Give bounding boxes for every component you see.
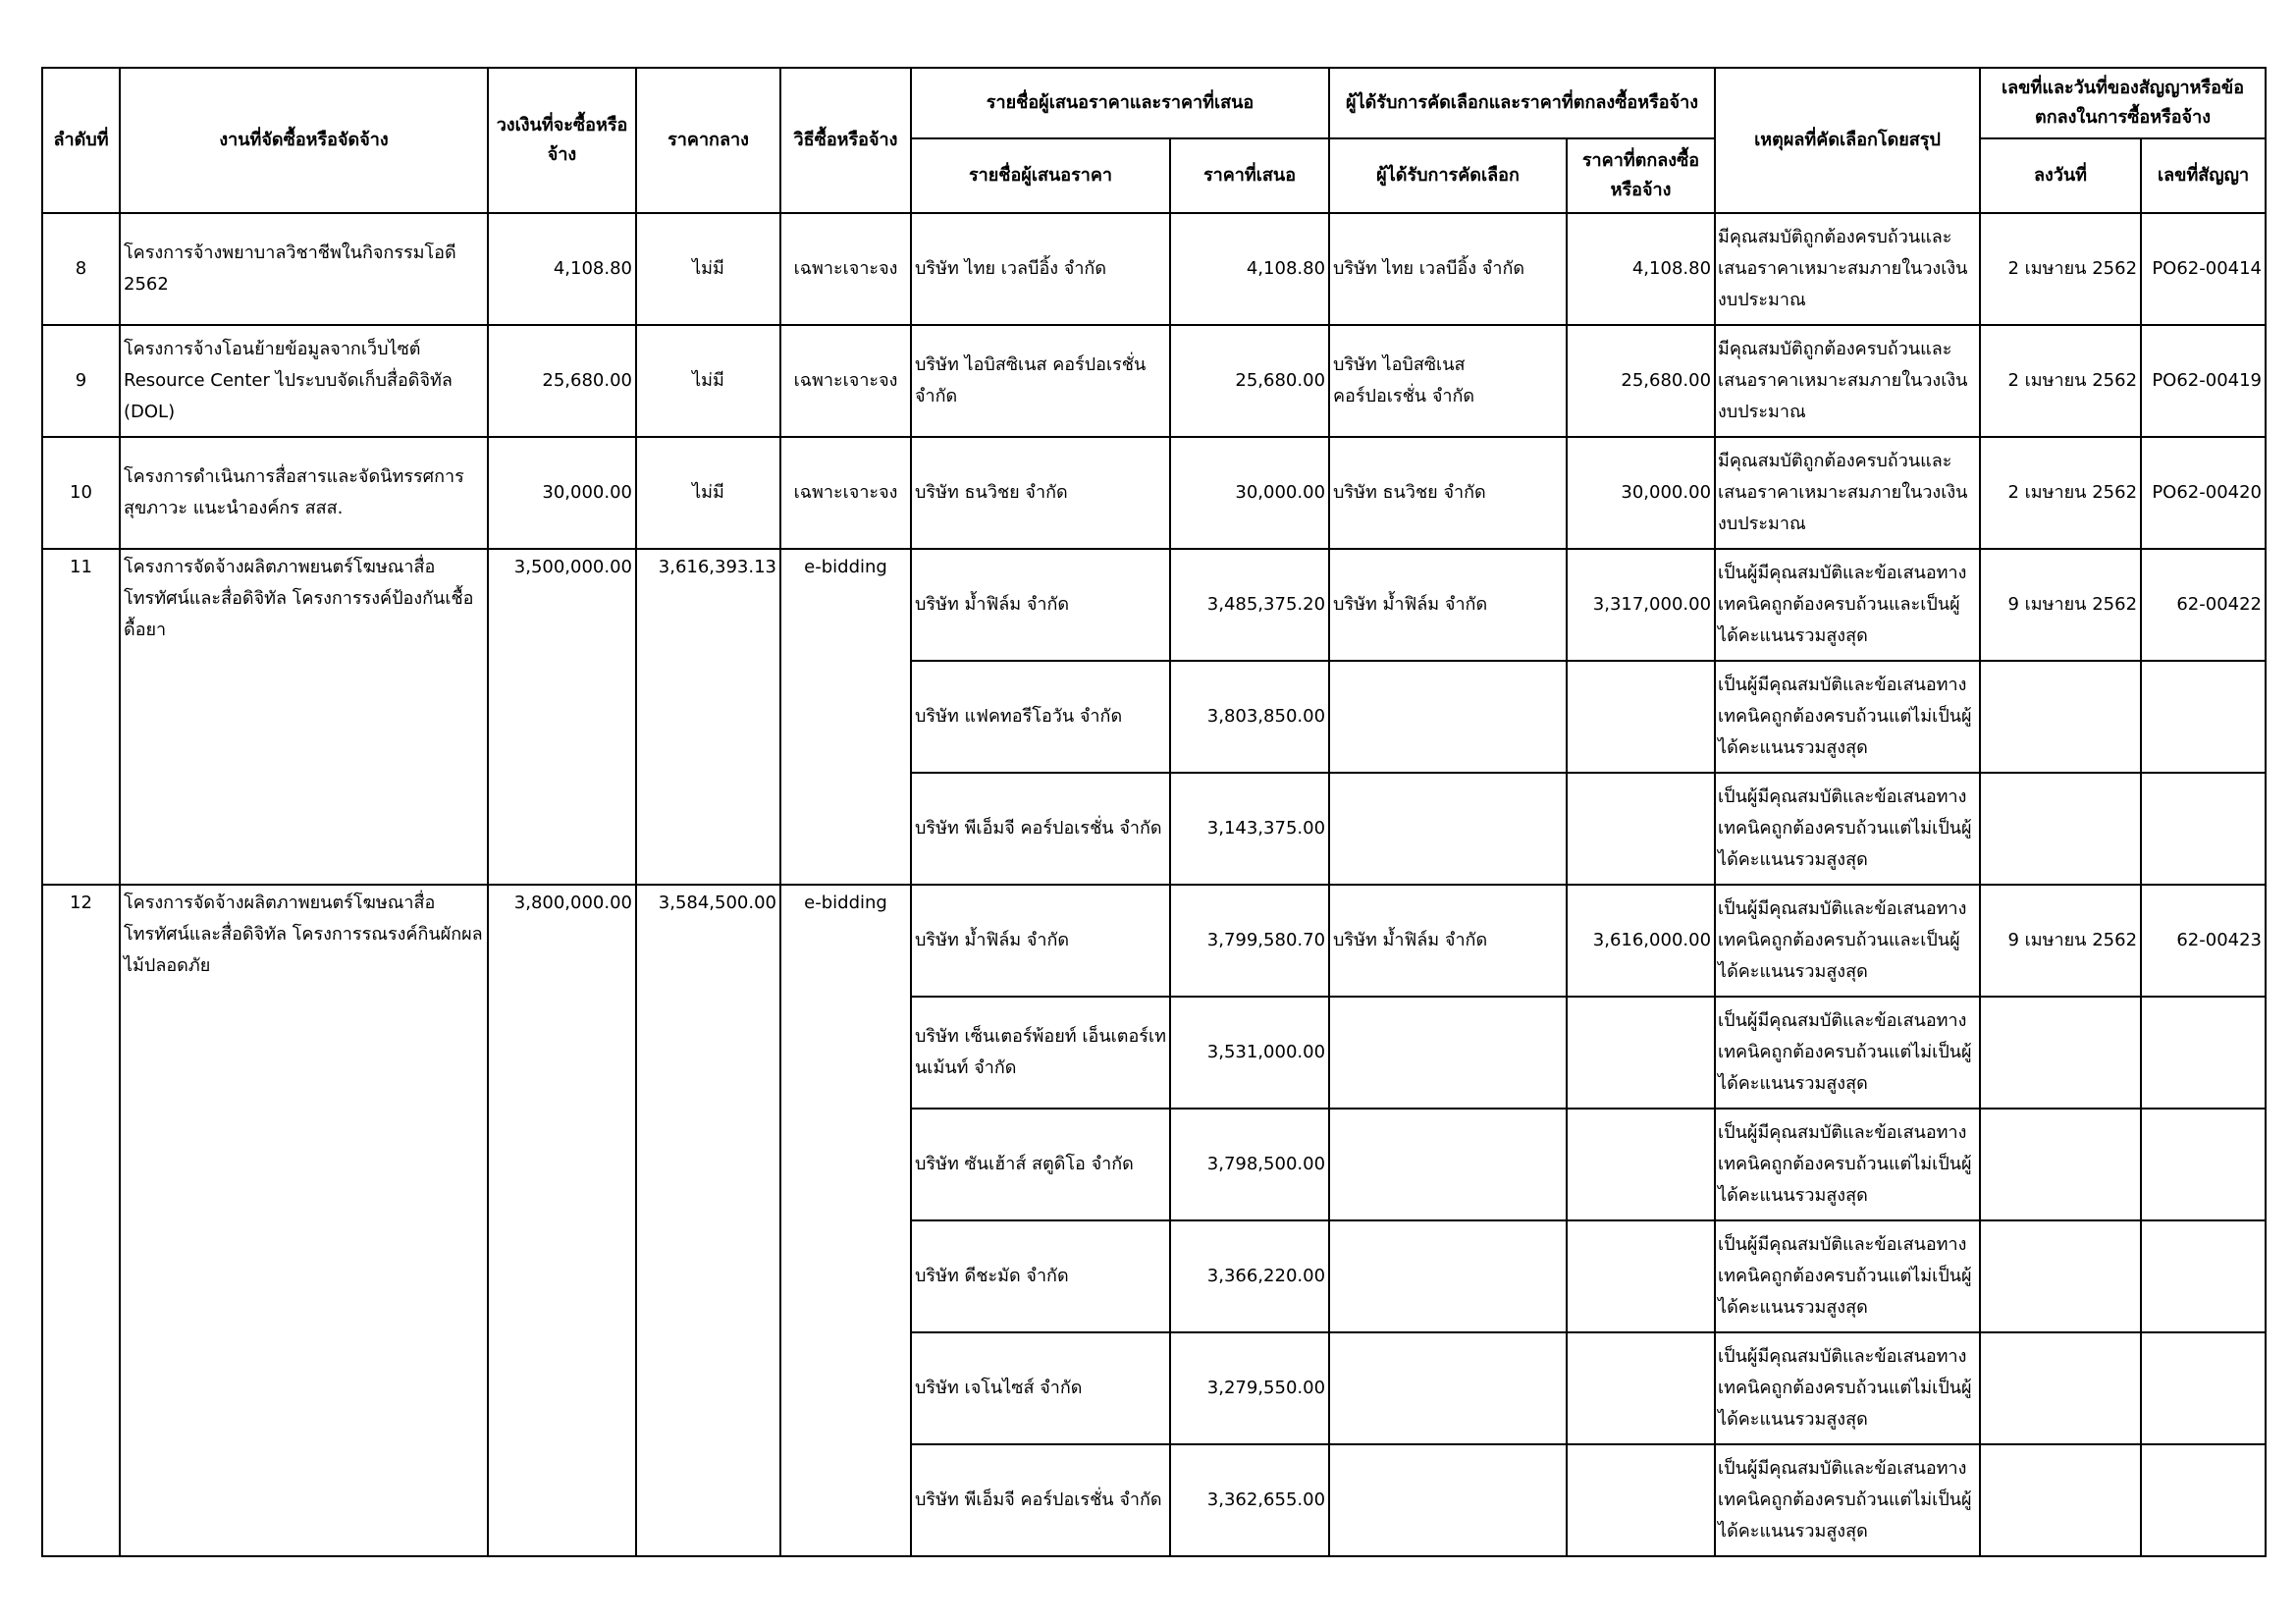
bid-price-cell: 3,362,655.00 [1170,1444,1329,1556]
contract-date-cell: 2 เมษายน 2562 [1980,325,2141,437]
work-cell: โครงการจัดจ้างผลิตภาพยนตร์โฆษณาสื่อโทรทัศน์และสื่อดิจิทัล โครงการรงค์ป้องกันเชื้อดื้อยา [120,549,488,885]
bid-price-cell: 3,798,500.00 [1170,1109,1329,1220]
empty-cell [2141,1109,2266,1220]
header-contract-group: เลขที่และวันที่ของสัญญาหรือข้อตกลงในการซื้อหรือจ้าง [1980,68,2266,138]
empty-cell [2141,997,2266,1109]
order-cell: 10 [42,437,120,549]
bidder-name-cell: บริษัท ดีชะมัด จำกัด [911,1220,1170,1332]
work-cell: โครงการดำเนินการสื่อสารและจัดนิทรรศการสุขภาวะ แนะนำองค์กร สสส. [120,437,488,549]
bidder-name-cell: บริษัท ม้ำฟิล์ม จำกัด [911,549,1170,661]
header-bid-price: ราคาที่เสนอ [1170,138,1329,213]
header-bidders-group: รายชื่อผู้เสนอราคาและราคาที่เสนอ [911,68,1329,138]
work-cell: โครงการจ้างพยาบาลวิชาชีพในกิจกรรมโอดี 2562 [120,213,488,325]
reason-cell: เป็นผู้มีคุณสมบัติและข้อเสนอทางเทคนิคถูกต้องครบถ้วนแต่ไม่เป็นผู้ได้คะแนนรวมสูงสุด [1715,661,1980,773]
agreed-price-cell: 25,680.00 [1567,325,1715,437]
budget-cell: 4,108.80 [488,213,636,325]
selected-name-cell: บริษัท ไอบิสซิเนส คอร์ปอเรชั่น จำกัด [1329,325,1567,437]
reason-cell: มีคุณสมบัติถูกต้องครบถ้วนและเสนอราคาเหมาะสมภายในวงเงินงบประมาณ [1715,213,1980,325]
median-cell: 3,584,500.00 [636,885,780,1556]
bidder-name-cell: บริษัท ซันเฮ้าส์ สตูดิโอ จำกัด [911,1109,1170,1220]
empty-cell [1567,1220,1715,1332]
bidder-name-cell: บริษัท เซ็นเตอร์พ้อยท์ เอ็นเตอร์เทนเม้นท์ จำกัด [911,997,1170,1109]
reason-cell: เป็นผู้มีคุณสมบัติและข้อเสนอทางเทคนิคถูกต้องครบถ้วนแต่ไม่เป็นผู้ได้คะแนนรวมสูงสุด [1715,1332,1980,1444]
empty-cell [1567,1444,1715,1556]
selected-name-cell: บริษัท ม้ำฟิล์ม จำกัด [1329,885,1567,997]
empty-cell [1980,1220,2141,1332]
table-row [42,549,2266,661]
reason-cell: มีคุณสมบัติถูกต้องครบถ้วนและเสนอราคาเหมาะสมภายในวงเงินงบประมาณ [1715,325,1980,437]
reason-cell: เป็นผู้มีคุณสมบัติและข้อเสนอทางเทคนิคถูกต้องครบถ้วนแต่ไม่เป็นผู้ได้คะแนนรวมสูงสุด [1715,1220,1980,1332]
empty-cell [1567,1109,1715,1220]
bid-price-cell: 3,485,375.20 [1170,549,1329,661]
procurement-table [41,67,2267,1557]
empty-cell [1980,773,2141,885]
header-agreed-price: ราคาที่ตกลงซื้อหรือจ้าง [1567,138,1715,213]
median-cell: ไม่มี [636,437,780,549]
reason-cell: เป็นผู้มีคุณสมบัติและข้อเสนอทางเทคนิคถูกต้องครบถ้วนแต่ไม่เป็นผู้ได้คะแนนรวมสูงสุด [1715,773,1980,885]
reason-cell: เป็นผู้มีคุณสมบัติและข้อเสนอทางเทคนิคถูกต้องครบถ้วนแต่ไม่เป็นผู้ได้คะแนนรวมสูงสุด [1715,1109,1980,1220]
empty-cell [2141,1444,2266,1556]
selected-name-cell: บริษัท ม้ำฟิล์ม จำกัด [1329,549,1567,661]
contract-date-cell: 9 เมษายน 2562 [1980,549,2141,661]
agreed-price-cell: 30,000.00 [1567,437,1715,549]
empty-cell [2141,1332,2266,1444]
empty-cell [1329,1109,1567,1220]
header-median: ราคากลาง [636,68,780,213]
empty-cell [1567,1332,1715,1444]
contract-date-cell: 9 เมษายน 2562 [1980,885,2141,997]
bidder-name-cell: บริษัท ธนวิชย จำกัด [911,437,1170,549]
header-contract-date: ลงวันที่ [1980,138,2141,213]
order-cell: 12 [42,885,120,1556]
bidder-name-cell: บริษัท ม้ำฟิล์ม จำกัด [911,885,1170,997]
budget-cell: 25,680.00 [488,325,636,437]
work-cell: โครงการจ้างโอนย้ายข้อมูลจากเว็บไซต์ Resource Center ไประบบจัดเก็บสื่อดิจิทัล (DOL) [120,325,488,437]
empty-cell [1980,1444,2141,1556]
bidder-name-cell: บริษัท พีเอ็มจี คอร์ปอเรชั่น จำกัด [911,1444,1170,1556]
table-header [42,68,2266,213]
empty-cell [1329,997,1567,1109]
contract-date-cell: 2 เมษายน 2562 [1980,437,2141,549]
agreed-price-cell: 3,616,000.00 [1567,885,1715,997]
header-contract-no: เลขที่สัญญา [2141,138,2266,213]
table-row [42,437,2266,549]
contract-no-cell: PO62-00420 [2141,437,2266,549]
contract-no-cell: PO62-00419 [2141,325,2266,437]
bid-price-cell: 3,799,580.70 [1170,885,1329,997]
selected-name-cell: บริษัท ธนวิชย จำกัด [1329,437,1567,549]
header-selected-name: ผู้ได้รับการคัดเลือก [1329,138,1567,213]
empty-cell [2141,661,2266,773]
bidder-name-cell: บริษัท แฟคทอรีโอวัน จำกัด [911,661,1170,773]
bid-price-cell: 4,108.80 [1170,213,1329,325]
bid-price-cell: 25,680.00 [1170,325,1329,437]
median-cell: 3,616,393.13 [636,549,780,885]
budget-cell: 3,500,000.00 [488,549,636,885]
contract-no-cell: PO62-00414 [2141,213,2266,325]
empty-cell [1980,1109,2141,1220]
method-cell: e-bidding [780,885,911,1556]
order-cell: 8 [42,213,120,325]
method-cell: เฉพาะเจาะจง [780,213,911,325]
contract-no-cell: 62-00423 [2141,885,2266,997]
header-method: วิธีซื้อหรือจ้าง [780,68,911,213]
empty-cell [1329,773,1567,885]
order-cell: 9 [42,325,120,437]
empty-cell [1329,661,1567,773]
header-work: งานที่จัดซื้อหรือจัดจ้าง [120,68,488,213]
empty-cell [1329,1332,1567,1444]
empty-cell [1980,1332,2141,1444]
budget-cell: 30,000.00 [488,437,636,549]
reason-cell: มีคุณสมบัติถูกต้องครบถ้วนและเสนอราคาเหมาะสมภายในวงเงินงบประมาณ [1715,437,1980,549]
agreed-price-cell: 4,108.80 [1567,213,1715,325]
bidder-name-cell: บริษัท เจโนไซส์ จำกัด [911,1332,1170,1444]
bid-price-cell: 3,531,000.00 [1170,997,1329,1109]
empty-cell [1567,661,1715,773]
empty-cell [1567,773,1715,885]
table-body [42,213,2266,1556]
bidder-name-cell: บริษัท ไทย เวลบีอิ้ง จำกัด [911,213,1170,325]
empty-cell [1329,1220,1567,1332]
reason-cell: เป็นผู้มีคุณสมบัติและข้อเสนอทางเทคนิคถูกต้องครบถ้วนแต่ไม่เป็นผู้ได้คะแนนรวมสูงสุด [1715,1444,1980,1556]
budget-cell: 3,800,000.00 [488,885,636,1556]
method-cell: เฉพาะเจาะจง [780,325,911,437]
median-cell: ไม่มี [636,213,780,325]
header-bidder-name: รายชื่อผู้เสนอราคา [911,138,1170,213]
contract-no-cell: 62-00422 [2141,549,2266,661]
table-row [42,325,2266,437]
reason-cell: เป็นผู้มีคุณสมบัติและข้อเสนอทางเทคนิคถูกต้องครบถ้วนแต่ไม่เป็นผู้ได้คะแนนรวมสูงสุด [1715,997,1980,1109]
reason-cell: เป็นผู้มีคุณสมบัติและข้อเสนอทางเทคนิคถูกต้องครบถ้วนและเป็นผู้ได้คะแนนรวมสูงสุด [1715,885,1980,997]
method-cell: เฉพาะเจาะจง [780,437,911,549]
work-cell: โครงการจัดจ้างผลิตภาพยนตร์โฆษณาสื่อโทรทัศน์และสื่อดิจิทัล โครงการรณรงค์กินผักผลไม้ปลอดภัย [120,885,488,1556]
bid-price-cell: 3,803,850.00 [1170,661,1329,773]
header-order: ลำดับที่ [42,68,120,213]
order-cell: 11 [42,549,120,885]
method-cell: e-bidding [780,549,911,885]
table-row [42,213,2266,325]
bid-price-cell: 30,000.00 [1170,437,1329,549]
header-reason: เหตุผลที่คัดเลือกโดยสรุป [1715,68,1980,213]
empty-cell [2141,1220,2266,1332]
empty-cell [1329,1444,1567,1556]
bidder-name-cell: บริษัท พีเอ็มจี คอร์ปอเรชั่น จำกัด [911,773,1170,885]
empty-cell [1980,661,2141,773]
empty-cell [1980,997,2141,1109]
bid-price-cell: 3,366,220.00 [1170,1220,1329,1332]
median-cell: ไม่มี [636,325,780,437]
header-budget: วงเงินที่จะซื้อหรือจ้าง [488,68,636,213]
empty-cell [1567,997,1715,1109]
table-row [42,885,2266,997]
bid-price-cell: 3,143,375.00 [1170,773,1329,885]
agreed-price-cell: 3,317,000.00 [1567,549,1715,661]
contract-date-cell: 2 เมษายน 2562 [1980,213,2141,325]
bidder-name-cell: บริษัท ไอบิสซิเนส คอร์ปอเรชั่น จำกัด [911,325,1170,437]
reason-cell: เป็นผู้มีคุณสมบัติและข้อเสนอทางเทคนิคถูกต้องครบถ้วนและเป็นผู้ได้คะแนนรวมสูงสุด [1715,549,1980,661]
header-selected-group: ผู้ได้รับการคัดเลือกและราคาที่ตกลงซื้อหรือจ้าง [1329,68,1715,138]
bid-price-cell: 3,279,550.00 [1170,1332,1329,1444]
empty-cell [2141,773,2266,885]
selected-name-cell: บริษัท ไทย เวลบีอิ้ง จำกัด [1329,213,1567,325]
